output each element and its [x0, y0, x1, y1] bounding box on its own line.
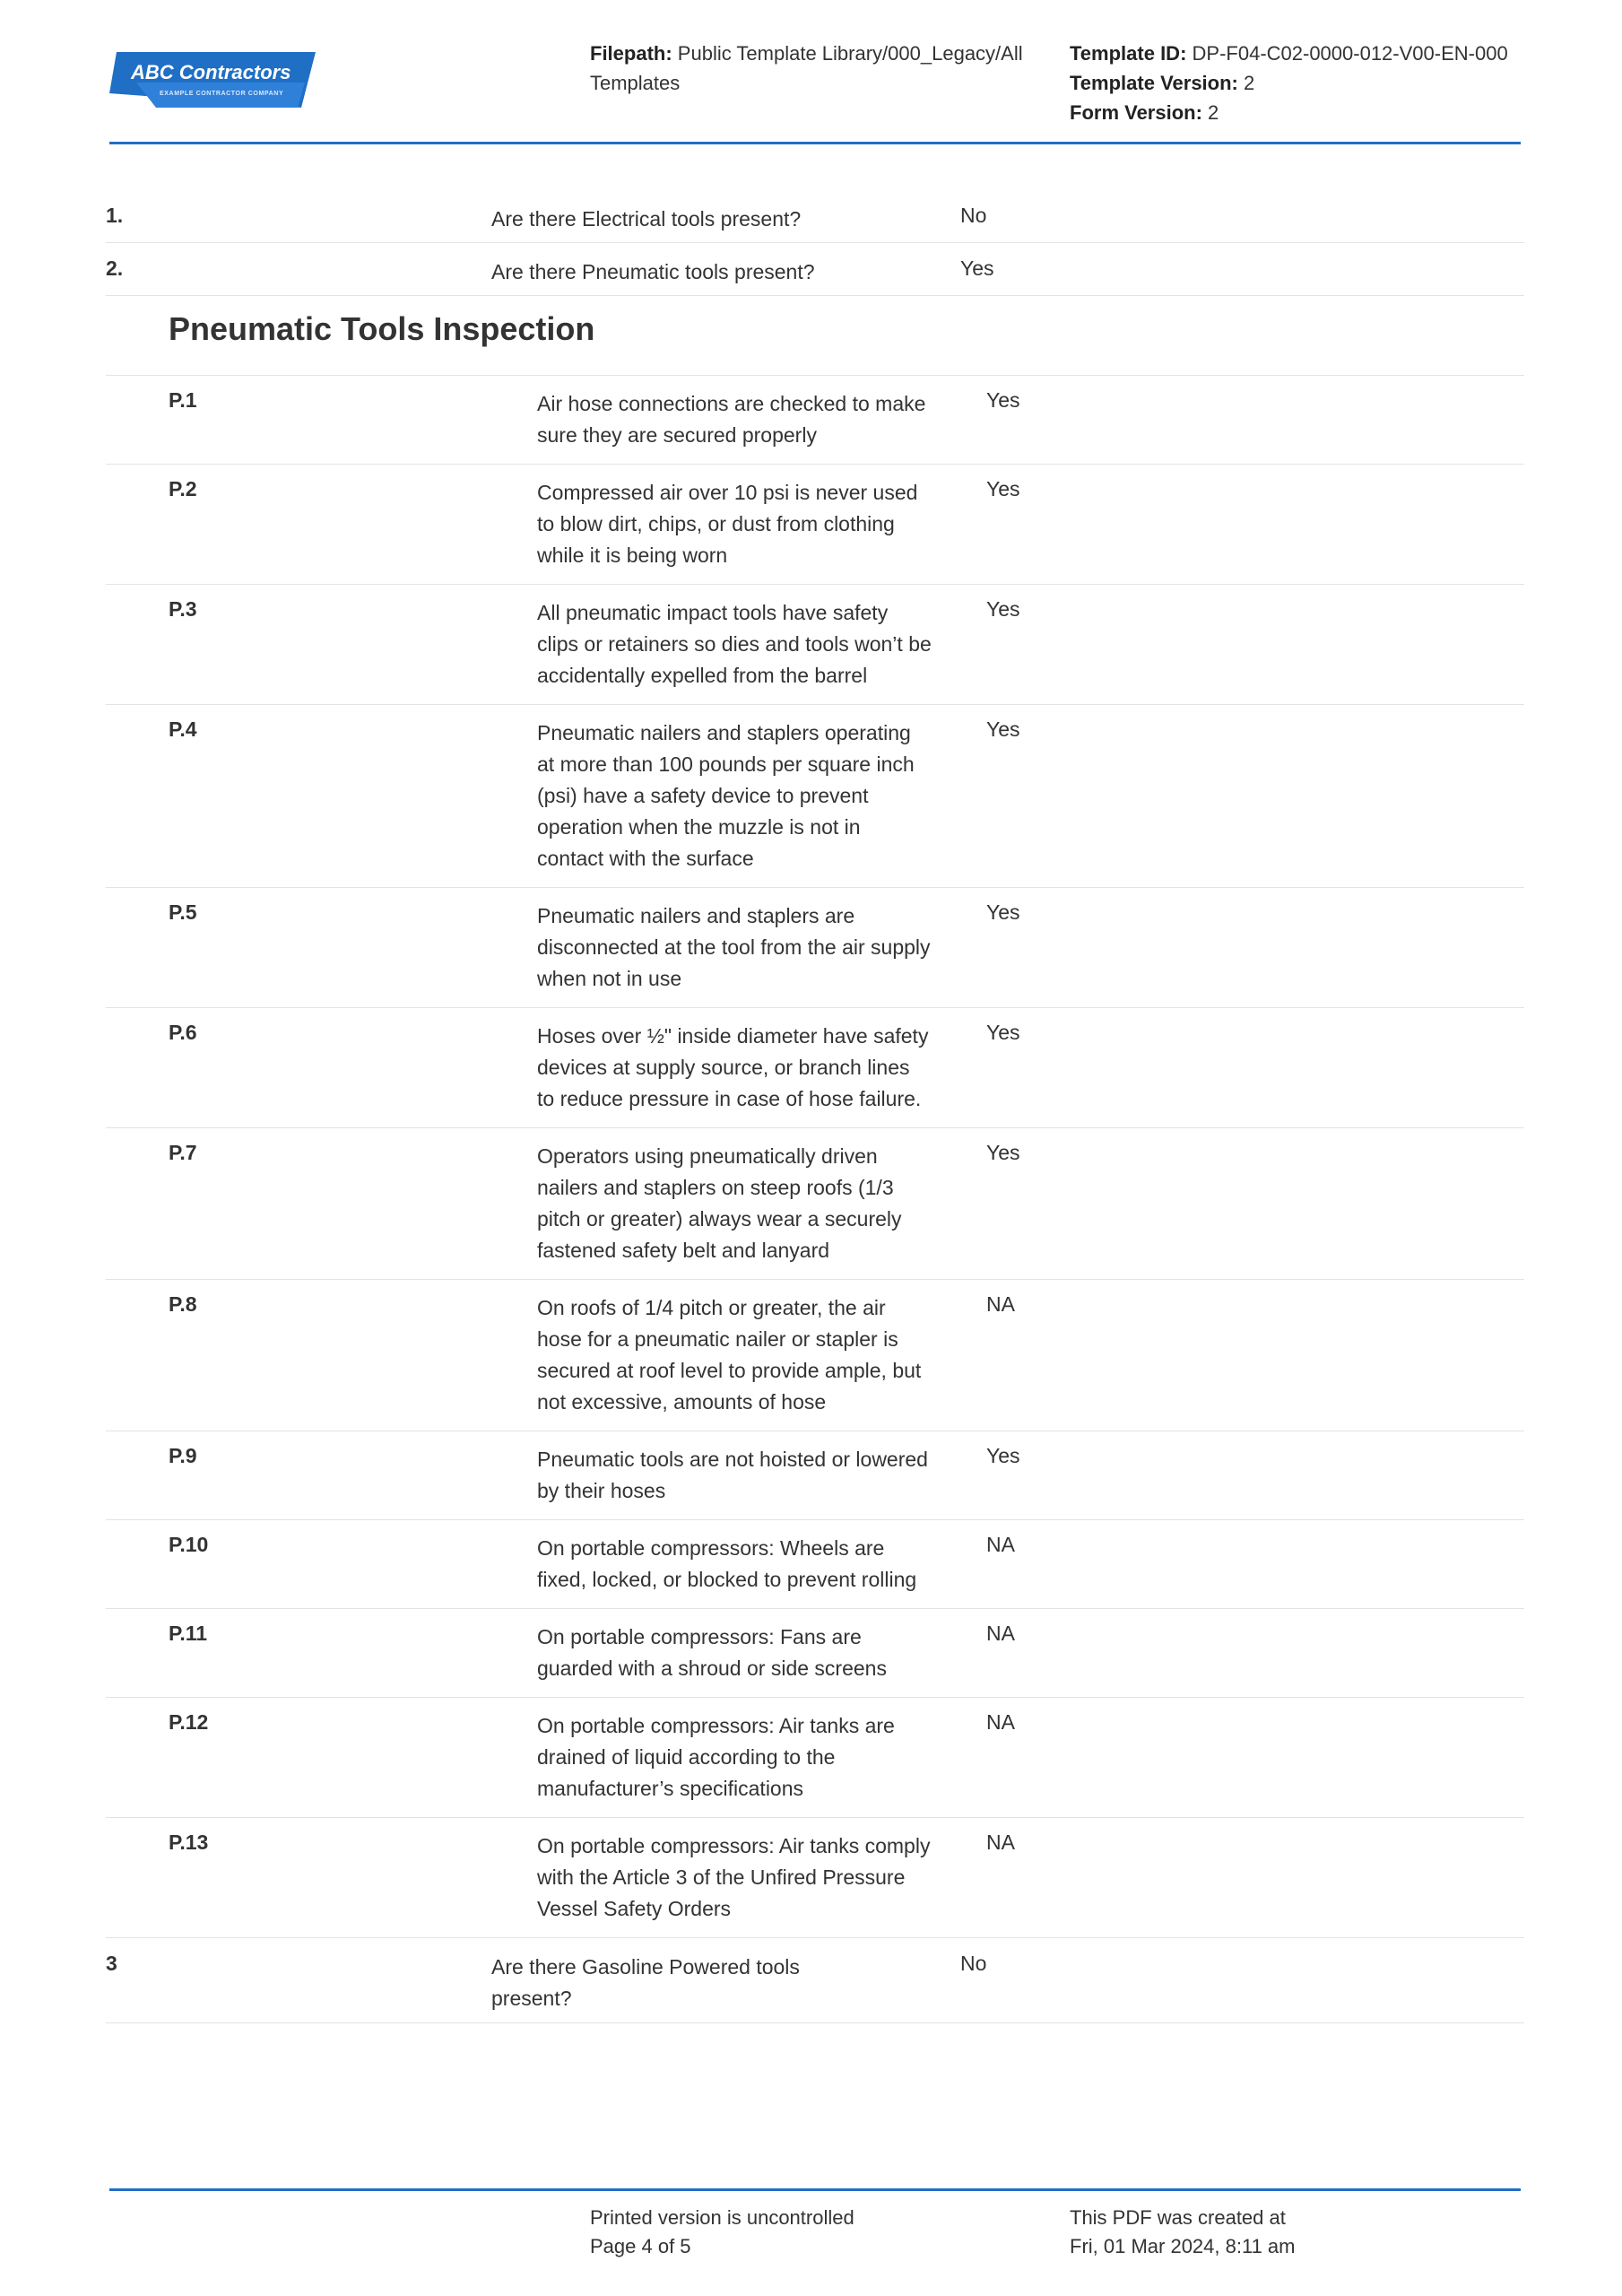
footer-page-info — [590, 2204, 967, 2261]
question-answer: Yes — [960, 257, 994, 280]
item-text: Operators using pneumatically driven nailers and staplers on steep roofs (1/3 pitch or greater) always wear a securely fastened safety belt and lanyard — [537, 1144, 902, 1262]
template-info — [1070, 39, 1536, 127]
company-logo — [109, 52, 316, 111]
question-text: Are there Gasoline Powered tools present? — [491, 1955, 800, 2010]
inspection-item — [106, 1431, 1524, 1520]
item-number: P.3 — [169, 597, 197, 621]
inspection-item — [106, 585, 1524, 705]
template-version-value: 2 — [1244, 72, 1255, 94]
item-number: P.13 — [169, 1831, 209, 1854]
section-title: Pneumatic Tools Inspection — [169, 310, 595, 347]
item-answer: Yes — [986, 477, 1020, 500]
item-text: On portable compressors: Air tanks are drained of liquid according to the manufacturer’s specifications — [537, 1714, 895, 1800]
header-divider — [109, 142, 1521, 144]
item-answer: Yes — [986, 718, 1020, 741]
item-text: Pneumatic nailers and staplers operating at more than 100 pounds per square inch (psi) have a safety device to prevent operation when the muzzle is not in contact with the surface — [537, 721, 915, 870]
item-answer: Yes — [986, 597, 1020, 621]
item-number: P.2 — [169, 477, 197, 500]
item-number: P.4 — [169, 718, 197, 741]
question-row — [106, 243, 1524, 296]
item-number: P.9 — [169, 1444, 197, 1467]
created-date: Fri, 01 Mar 2024, 8:11 am — [1070, 2235, 1296, 2257]
item-answer: Yes — [986, 1444, 1020, 1467]
filepath-info — [590, 39, 1056, 98]
inspection-form — [106, 190, 1524, 2023]
inspection-item — [106, 1818, 1524, 1938]
footer-created-info — [1070, 2204, 1446, 2261]
item-text: On roofs of 1/4 pitch or greater, the air hose for a pneumatic nailer or stapler is secured at roof level to provide ample, but not excessive, amounts of hose — [537, 1296, 922, 1413]
item-number: P.8 — [169, 1292, 197, 1316]
filepath-label: Filepath: — [590, 42, 672, 65]
item-number: P.1 — [169, 388, 197, 412]
question-row — [106, 1938, 1524, 2023]
item-text: On portable compressors: Wheels are fixed, locked, or blocked to prevent rolling — [537, 1536, 917, 1591]
item-number: P.12 — [169, 1710, 209, 1734]
footer-divider — [109, 2188, 1521, 2191]
item-text: Compressed air over 10 psi is never used to blow dirt, chips, or dust from clothing while it is being worn — [537, 481, 918, 567]
section-header — [106, 296, 1524, 376]
item-answer: NA — [986, 1622, 1015, 1645]
page-number: Page 4 of 5 — [590, 2235, 691, 2257]
created-label: This PDF was created at — [1070, 2206, 1286, 2229]
inspection-item — [106, 888, 1524, 1008]
item-text: All pneumatic impact tools have safety clips or retainers so dies and tools won’t be accidentally expelled from the barrel — [537, 601, 932, 687]
item-text: Hoses over ½" inside diameter have safety devices at supply source, or branch lines to reduce pressure in case of hose failure. — [537, 1024, 929, 1110]
item-answer: Yes — [986, 1141, 1020, 1164]
form-version-line — [1070, 98, 1536, 127]
inspection-item — [106, 1520, 1524, 1609]
uncontrolled-notice: Printed version is uncontrolled — [590, 2206, 854, 2229]
item-text: On portable compressors: Air tanks comply with the Article 3 of the Unfired Pressure Vessel Safety Orders — [537, 1834, 931, 1920]
page-header — [109, 0, 1521, 144]
template-id-label: Template ID: — [1070, 42, 1187, 65]
form-version-value: 2 — [1208, 101, 1219, 124]
item-answer: NA — [986, 1533, 1015, 1556]
template-version-label: Template Version: — [1070, 72, 1238, 94]
inspection-item — [106, 1280, 1524, 1431]
question-number: 1. — [106, 204, 124, 227]
item-text: Air hose connections are checked to make sure they are secured properly — [537, 392, 926, 447]
item-number: P.10 — [169, 1533, 209, 1556]
item-answer: NA — [986, 1831, 1015, 1854]
question-number: 3 — [106, 1952, 117, 1975]
inspection-item — [106, 376, 1524, 465]
question-row — [106, 190, 1524, 243]
template-id-line — [1070, 39, 1536, 68]
item-answer: Yes — [986, 388, 1020, 412]
form-version-label: Form Version: — [1070, 101, 1202, 124]
inspection-item — [106, 705, 1524, 888]
item-answer: NA — [986, 1292, 1015, 1316]
inspection-item — [106, 1609, 1524, 1698]
filepath-value: Public Template Library/000_Legacy/All Templates — [590, 42, 1023, 94]
item-answer: Yes — [986, 900, 1020, 924]
template-id-value: DP-F04-C02-0000-012-V00-EN-000 — [1192, 42, 1508, 65]
inspection-item — [106, 465, 1524, 585]
item-answer: Yes — [986, 1021, 1020, 1044]
question-answer: No — [960, 1952, 987, 1975]
inspection-item — [106, 1128, 1524, 1280]
question-answer: No — [960, 204, 987, 227]
item-answer: NA — [986, 1710, 1015, 1734]
question-text: Are there Electrical tools present? — [491, 207, 802, 230]
item-number: P.5 — [169, 900, 197, 924]
inspection-item — [106, 1698, 1524, 1818]
logo-subtitle: EXAMPLE CONTRACTOR COMPANY — [160, 91, 284, 97]
item-text: On portable compressors: Fans are guarded with a shroud or side screens — [537, 1625, 887, 1680]
item-number: P.7 — [169, 1141, 197, 1164]
question-text: Are there Pneumatic tools present? — [491, 260, 815, 283]
template-version-line — [1070, 68, 1536, 98]
item-text: Pneumatic tools are not hoisted or lowered by their hoses — [537, 1448, 928, 1502]
question-number: 2. — [106, 257, 124, 280]
logo-title: ABC Contractors — [131, 61, 291, 83]
item-number: P.11 — [169, 1622, 208, 1645]
inspection-item — [106, 1008, 1524, 1128]
item-number: P.6 — [169, 1021, 197, 1044]
item-text: Pneumatic nailers and staplers are disconnected at the tool from the air supply when not in use — [537, 904, 931, 990]
